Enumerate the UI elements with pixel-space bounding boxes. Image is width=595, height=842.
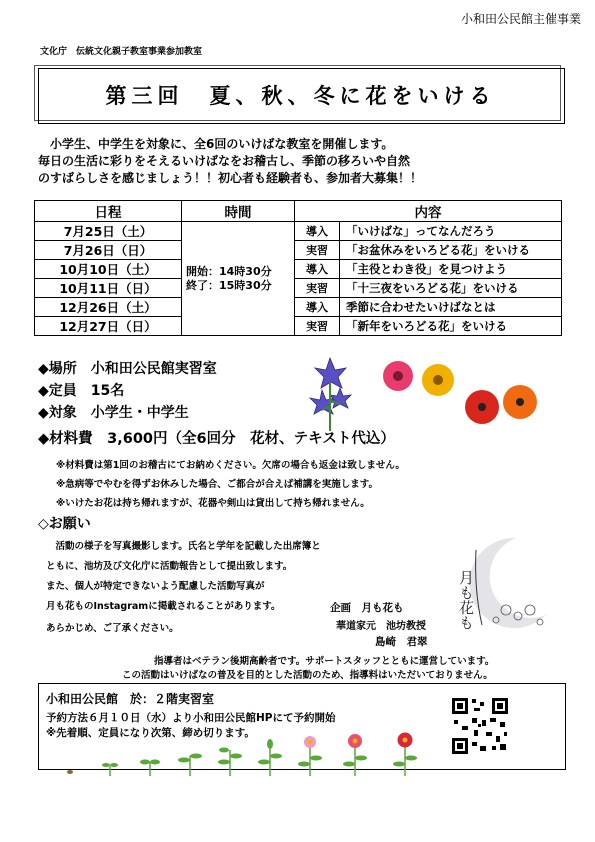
schedule-table [34, 200, 562, 336]
schedule-header-content: 内容 [295, 201, 562, 222]
intro-line-1: 小学生、中学生を対象に、全6回のいけばな教室を開催します。 [38, 137, 394, 151]
flower-icon [298, 736, 322, 776]
intro-text [38, 136, 568, 187]
seed-icon [67, 770, 73, 774]
schedule-content: 「いけばな」ってなんだろう [340, 222, 562, 241]
gerbera-illustration [380, 358, 460, 403]
schedule-header-date: 日程 [35, 201, 182, 222]
bud-icon [258, 739, 282, 776]
reservation-place: 小和田公民館 於：２階実習室 [46, 692, 215, 706]
growth-illustration [60, 732, 440, 780]
schedule-time-start: 開始：14時30分 [186, 264, 272, 278]
schedule-content: 「お盆休みをいろどる花」をいける [340, 241, 562, 260]
gerbera-pink-icon [383, 361, 413, 391]
schedule-date: 7月25日（土） [35, 222, 182, 241]
schedule-content: 「十三夜をいろどる花」をいける [340, 279, 562, 298]
request-line-4: 月も花ものInstagramに掲載されることがあります。 [46, 601, 281, 612]
schedule-kind: 実習 [295, 317, 340, 336]
page-title: 第三回 夏、秋、冬に花をいける [105, 83, 496, 108]
organizer-label: 小和田公民館主催事業 [460, 12, 581, 26]
schedule-date: 7月26日（日） [35, 241, 182, 260]
poppy-orange-icon [503, 385, 537, 419]
qr-code-icon[interactable] [450, 696, 510, 756]
note-2: ※急病等でやむを得ずお休みした場合、ご都合が合えば補講を実施します。 [56, 479, 378, 490]
note-3: ※いけたお花は持ち帰れますが、花器や剣山は貸出して持ち帰れません。 [56, 498, 370, 509]
signature-name: 島崎 君翠 [375, 636, 428, 648]
leaders-line-1: 指導者はベテラン後期高齢者です。サポートスタッフとともに運営しています。 [154, 656, 495, 667]
schedule-time-end: 終了：15時30分 [186, 278, 272, 292]
schedule-date: 12月27日（日） [35, 317, 182, 336]
schedule-content: 「新年をいろどる花」をいける [340, 317, 562, 336]
logo-text: 月も花も [457, 570, 475, 630]
intro-line-2: 毎日の生活に彩りをそえるいけばなをお稽古し、季節の移ろいや自然 [38, 154, 411, 168]
sprout-icon [218, 748, 242, 777]
schedule-kind: 導入 [295, 222, 340, 241]
intro-line-3: のすばらしさを感じましょう！！初心者も経験者も、参加者大募集！！ [38, 171, 423, 185]
signature-plan: 企画 月も花も [330, 602, 404, 614]
poppy-red-icon [465, 390, 499, 424]
schedule-header-time: 時間 [182, 201, 295, 222]
schedule-content: 季節に合わせたいけばなとは [340, 298, 562, 317]
info-fee: ◆材料費 3,600円（全6回分 花材、テキスト代込） [38, 431, 395, 447]
leaders-line-2: この活動はいけばなの普及を目的とした活動のため、指導料はいただいておりません。 [122, 670, 493, 681]
info-target: ◆対象 小学生・中学生 [38, 405, 189, 421]
note-1: ※材料費は第1回のお稽古にてお納めください。欠席の場合も返金は致しません。 [56, 460, 405, 471]
schedule-time [182, 222, 295, 336]
signature-title: 華道家元 池坊教授 [336, 621, 426, 632]
schedule-kind: 実習 [295, 279, 340, 298]
reservation-method: 予約方法６月１０日（水）より小和田公民館HPにて予約開始 [46, 712, 336, 724]
info-place: ◆場所 小和田公民館実習室 [38, 361, 217, 377]
request-line-3: また、個人が特定できないよう配慮した活動写真が [46, 581, 265, 592]
request-line-5: あらかじめ、ご了承ください。 [46, 623, 179, 634]
schedule-date: 10月11日（日） [35, 279, 182, 298]
schedule-kind: 実習 [295, 241, 340, 260]
schedule-content: 「主役とわき役」を見つけよう [340, 260, 562, 279]
poppy-illustration [460, 382, 540, 437]
schedule-kind: 導入 [295, 260, 340, 279]
flower-icon [343, 734, 367, 776]
sprout-icon [178, 754, 202, 777]
sprout-icon [140, 760, 160, 777]
bellflower-illustration [300, 356, 360, 431]
request-heading: ◇お願い [38, 516, 91, 532]
schedule-date: 12月26日（土） [35, 298, 182, 317]
schedule-kind: 導入 [295, 298, 340, 317]
info-capacity: ◆定員 15名 [38, 383, 125, 399]
tsukimohana-logo [446, 530, 556, 640]
schedule-date: 10月10日（土） [35, 260, 182, 279]
request-line-2: ともに、池坊及び文化庁に活動報告として提出致します。 [46, 561, 293, 572]
reservation-note: ※先着順、定員になり次第、締め切ります。 [46, 727, 255, 739]
gerbera-yellow-icon [422, 364, 454, 396]
sprout-icon [102, 763, 118, 776]
program-label: 文化庁 伝統文化親子教室事業参加教室 [40, 47, 203, 57]
request-line-1: 活動の様子を写真撮影します。氏名と学年を記載した出席簿と [46, 541, 321, 552]
flower-icon [393, 733, 417, 777]
